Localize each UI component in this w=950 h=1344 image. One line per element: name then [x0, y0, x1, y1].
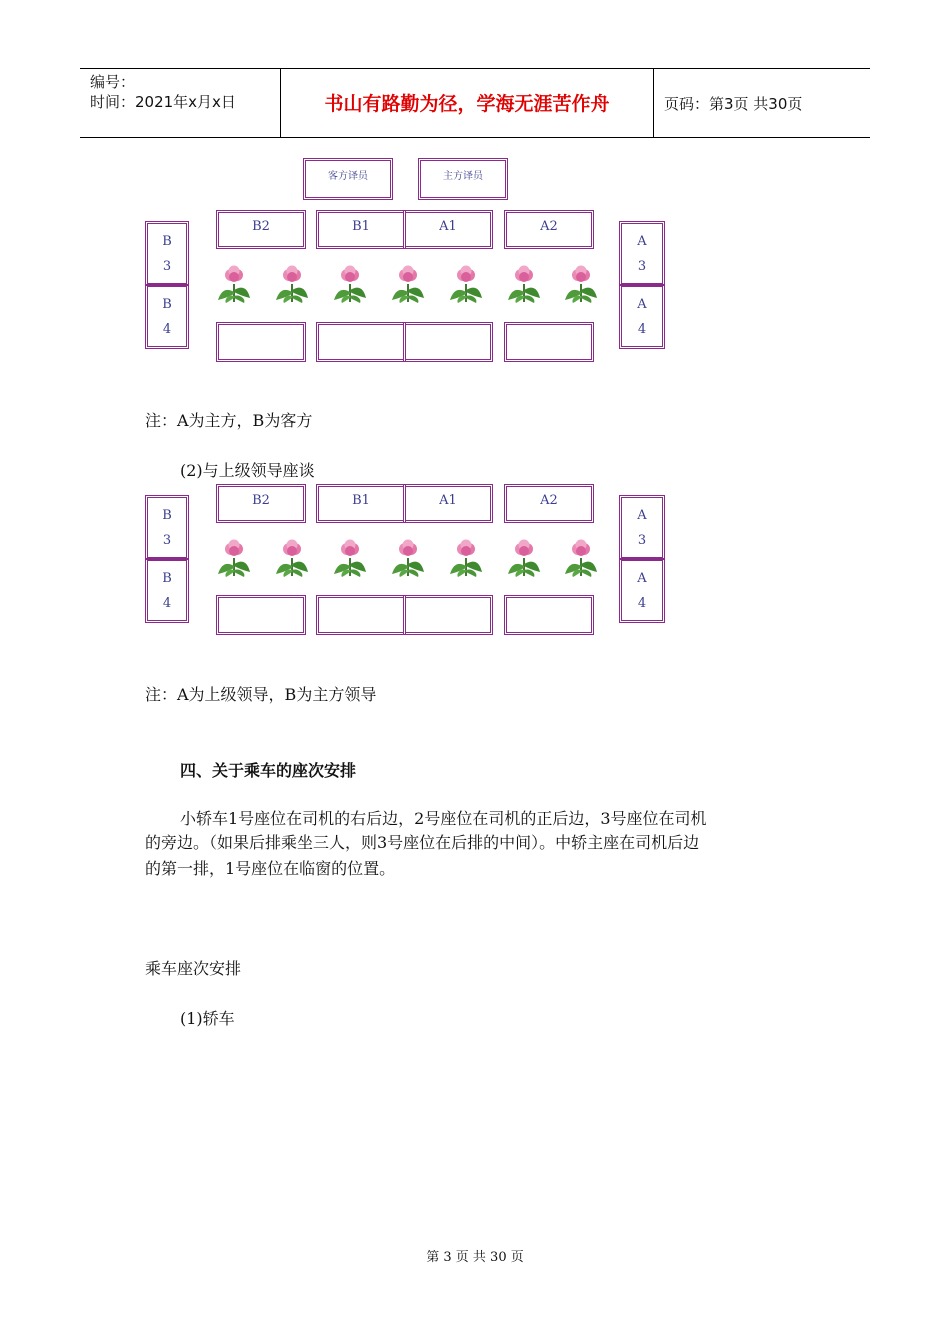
seat-bottom-2	[318, 597, 404, 633]
time-label: 时间：2021年x月x日	[90, 93, 236, 111]
note-1: 注：A为主方，B为客方	[145, 411, 313, 430]
seat-b3: B 3	[147, 497, 187, 558]
seat-b1: B1	[318, 212, 404, 247]
motto: 书山有路勤为径，学海无涯苦作舟	[281, 69, 654, 137]
seat-a4: A 4	[621, 560, 663, 621]
guest-interpreter-box: 客方译员	[305, 160, 391, 198]
seat-bottom-1	[218, 597, 304, 633]
flower-icon	[332, 538, 368, 578]
seat-bottom-4	[506, 597, 592, 633]
flower-icon	[390, 538, 426, 578]
flower-icon	[274, 264, 310, 304]
seat-bottom-2	[318, 324, 404, 360]
flower-icon	[332, 264, 368, 304]
seat-a1: A1	[405, 212, 491, 247]
seat-b2: B2	[218, 212, 304, 247]
seat-b2: B2	[218, 486, 304, 521]
flower-icon	[216, 264, 252, 304]
seat-bottom-1	[218, 324, 304, 360]
seat-b3: B 3	[147, 223, 187, 284]
section-4-line-1: 小轿车1号座位在司机的右后边，2号座位在司机的正后边，3号座位在司机	[180, 809, 707, 828]
car-subsection-1: (1)轿车	[180, 1009, 235, 1028]
flower-icon	[506, 264, 542, 304]
seat-bottom-3	[405, 324, 491, 360]
flower-icon	[216, 538, 252, 578]
seat-bottom-4	[506, 324, 592, 360]
flower-icon	[448, 538, 484, 578]
subsection-2-title: (2)与上级领导座谈	[180, 461, 315, 480]
seat-b4: B 4	[147, 286, 187, 347]
page-footer: 第 3 页 共 30 页	[426, 1250, 524, 1265]
seat-b1: B1	[318, 486, 404, 521]
header-meta	[80, 69, 281, 137]
flower-icon	[563, 538, 599, 578]
host-interpreter-box: 主方译员	[420, 160, 506, 198]
car-seating-title: 乘车座次安排	[145, 959, 242, 978]
flower-icon	[506, 538, 542, 578]
section-4-title: 四、关于乘车的座次安排	[180, 761, 357, 780]
seat-bottom-3	[405, 597, 491, 633]
seat-a3: A 3	[621, 223, 663, 284]
flower-icon	[448, 264, 484, 304]
seat-a1: A1	[405, 486, 491, 521]
section-4-line-3: 的第一排，1号座位在临窗的位置。	[145, 859, 396, 878]
number-label: 编号：	[90, 73, 136, 91]
flower-icon	[274, 538, 310, 578]
flower-icon	[390, 264, 426, 304]
note-2: 注：A为上级领导，B为主方领导	[145, 685, 377, 704]
seat-a2: A2	[506, 212, 592, 247]
flower-icon	[563, 264, 599, 304]
seat-a3: A 3	[621, 497, 663, 558]
seat-a4: A 4	[621, 286, 663, 347]
page-header	[80, 68, 870, 138]
page-info: 页码：第3页 共30页	[664, 95, 803, 113]
section-4-line-2: 的旁边。（如果后排乘坐三人，则3号座位在后排的中间）。中轿主座在司机后边	[145, 833, 700, 852]
seat-b4: B 4	[147, 560, 187, 621]
seat-a2: A2	[506, 486, 592, 521]
